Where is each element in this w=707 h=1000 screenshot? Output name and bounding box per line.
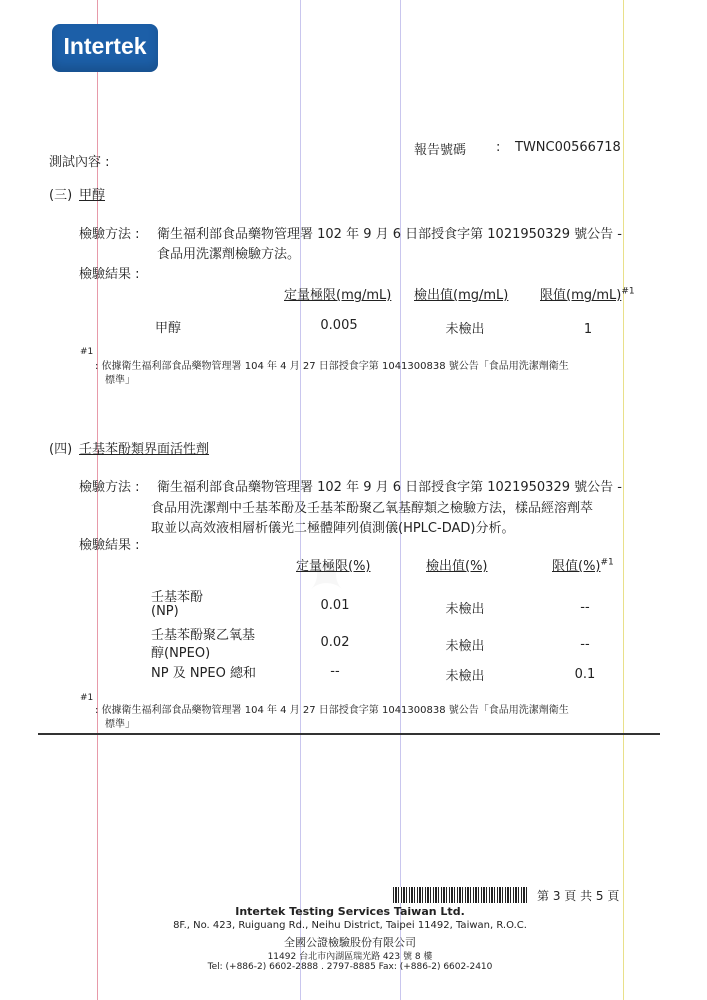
section3-row-name: 甲醇 [155,321,182,336]
section3-col-limit: 定量極限(mg/mL) [284,288,392,303]
section4-col-max [552,555,614,574]
section3-title: 甲醇 [79,188,106,203]
section4-row3-limit: -- [330,664,340,679]
section4-row1-name2: (NP) [151,604,179,619]
section3-footnote-line2: 標準」 [105,375,135,386]
section4-row3-max: 0.1 [574,667,596,682]
section4-row2-name2: 醇(NPEO) [151,646,211,661]
section4-col-limit: 定量極限(%) [296,559,371,574]
section4-prefix: (四) [49,442,73,457]
section4-title: 壬基苯酚類界面活性劑 [79,442,210,457]
footer-divider [38,733,660,735]
section3-method-line2: 食品用洗潔劑檢驗方法。 [157,247,301,262]
section4-result-label: 檢驗結果 : [79,538,140,553]
footer-address-zh: 11492 台北市內湖區瑞光路 423 號 8 樓 [267,952,433,962]
section4-col-max-text: 限值(%) [552,559,601,574]
page-info: 第 3 頁 共 5 頁 [537,889,620,903]
section4-row1-max: -- [580,600,590,615]
section4-row2-name1: 壬基苯酚聚乙氧基 [151,628,256,643]
section3-col-max-text: 限值(mg/mL) [540,288,622,303]
section4-col-result: 檢出值(%) [426,559,488,574]
section4-method-line3: 取並以高效液相層析儀光二極體陣列偵測儀(HPLC-DAD)分析。 [151,521,515,536]
report-number-sep: : [496,140,501,155]
footer-company: Intertek Testing Services Taiwan Ltd. [235,905,465,918]
section4-row2-result: 未檢出 [445,639,485,654]
section4-method-label: 檢驗方法 : [79,480,140,495]
section4-row1-result: 未檢出 [445,602,485,617]
section4-method-line1: 衛生福利部食品藥物管理署 102 年 9 月 6 日部授食字第 1021950329 號公告 - [157,480,622,495]
section3-prefix: (三) [49,188,73,203]
section4-row3-name1: NP 及 NPEO 總和 [151,666,256,681]
logo-text: Intertek [63,33,147,59]
section3-col-max [540,284,635,303]
footer-address-en: 8F., No. 423, Ruiguang Rd., Neihu District, Taipei 11492, Taiwan, R.O.C. [173,920,527,931]
section4-row2-limit: 0.02 [320,635,350,650]
section3-col-result: 檢出值(mg/mL) [414,288,509,303]
section3-row-max: 1 [583,322,593,337]
section4-row2-max: -- [580,637,590,652]
section4-method-line2: 食品用洗潔劑中壬基苯酚及壬基苯酚聚乙氧基醇類之檢驗方法，樣品經溶劑萃 [151,501,594,516]
section3-row-result: 未檢出 [445,322,485,337]
report-number-label: 報告號碼 [414,143,467,158]
section4-col-max-sup: #1 [600,557,614,568]
section3-col-max-sup: #1 [621,286,635,297]
report-number-value: TWNC00566718 [515,140,621,155]
test-content-label: 測試內容 : [49,155,110,170]
section4-row3-result: 未檢出 [445,669,485,684]
section4-footnote-line1: : 依據衛生福利部食品藥物管理署 104 年 4 月 27 日部授食字第 1041300838 號公告「食品用洗潔劑衛生 [95,705,569,716]
barcode [393,887,529,903]
section4-footnote-line2: 標準」 [105,719,135,730]
section3-result-label: 檢驗結果 : [79,267,140,282]
margin-line-red [97,0,98,1000]
section4-row1-name1: 壬基苯酚 [151,590,204,605]
section3-footnote-mark: #1 [80,347,94,357]
section3-method-line1: 衛生福利部食品藥物管理署 102 年 9 月 6 日部授食字第 1021950329 號公告 - [157,227,622,242]
section3-row-limit: 0.005 [320,318,358,333]
footer-contact: Tel: (+886-2) 6602-2888 . 2797-8885 Fax: (+886-2) 6602-2410 [207,962,493,972]
footer-company-zh: 全國公證檢驗股份有限公司 [284,936,416,949]
section3-footnote-line1: : 依據衛生福利部食品藥物管理署 104 年 4 月 27 日部授食字第 1041300838 號公告「食品用洗潔劑衛生 [95,361,569,372]
section4-row1-limit: 0.01 [320,598,350,613]
section3-method-label: 檢驗方法 : [79,227,140,242]
section4-footnote-mark: #1 [80,693,94,703]
intertek-logo [52,24,158,72]
margin-line-yellow [623,0,624,1000]
